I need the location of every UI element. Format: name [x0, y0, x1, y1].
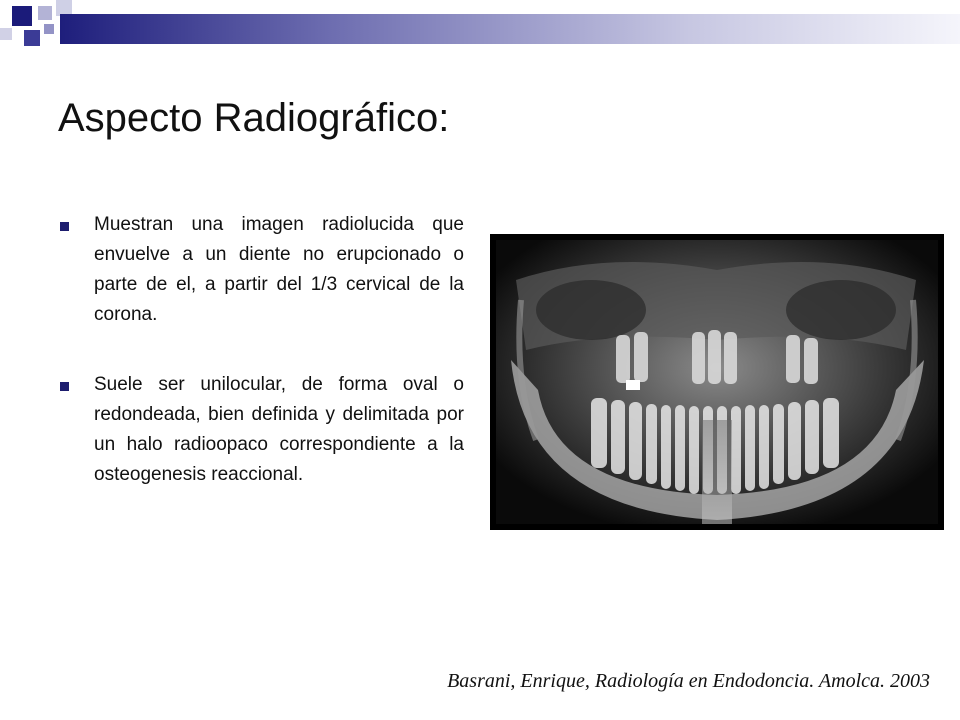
bullet-item — [56, 370, 464, 490]
decor-square — [38, 6, 52, 20]
citation: Basrani, Enrique, Radiología en Endodoncia. Amolca. 2003 — [447, 670, 930, 692]
xray-illustration — [496, 240, 938, 524]
square-bullet-icon — [60, 382, 69, 391]
slide-title: Aspecto Radiográfico: — [58, 96, 450, 140]
decor-square — [24, 30, 40, 46]
bullet-text: Muestran una imagen radiolucida que envuelve a un diente no erupcionado o parte de el, a partir del 1/3 cervical de la corona. — [94, 214, 464, 325]
header-gradient-bar — [60, 14, 960, 44]
square-bullet-icon — [60, 222, 69, 231]
decor-square — [0, 28, 12, 40]
bullet-text: Suele ser unilocular, de forma oval o redondeada, bien definida y delimitada por un halo radioopaco correspondiente a la osteogenesis reaccional. — [94, 374, 464, 485]
bullet-item — [56, 210, 464, 330]
decor-square — [12, 6, 32, 26]
bullet-list — [56, 210, 464, 530]
decor-square — [44, 24, 54, 34]
panoramic-xray-image — [490, 234, 944, 530]
